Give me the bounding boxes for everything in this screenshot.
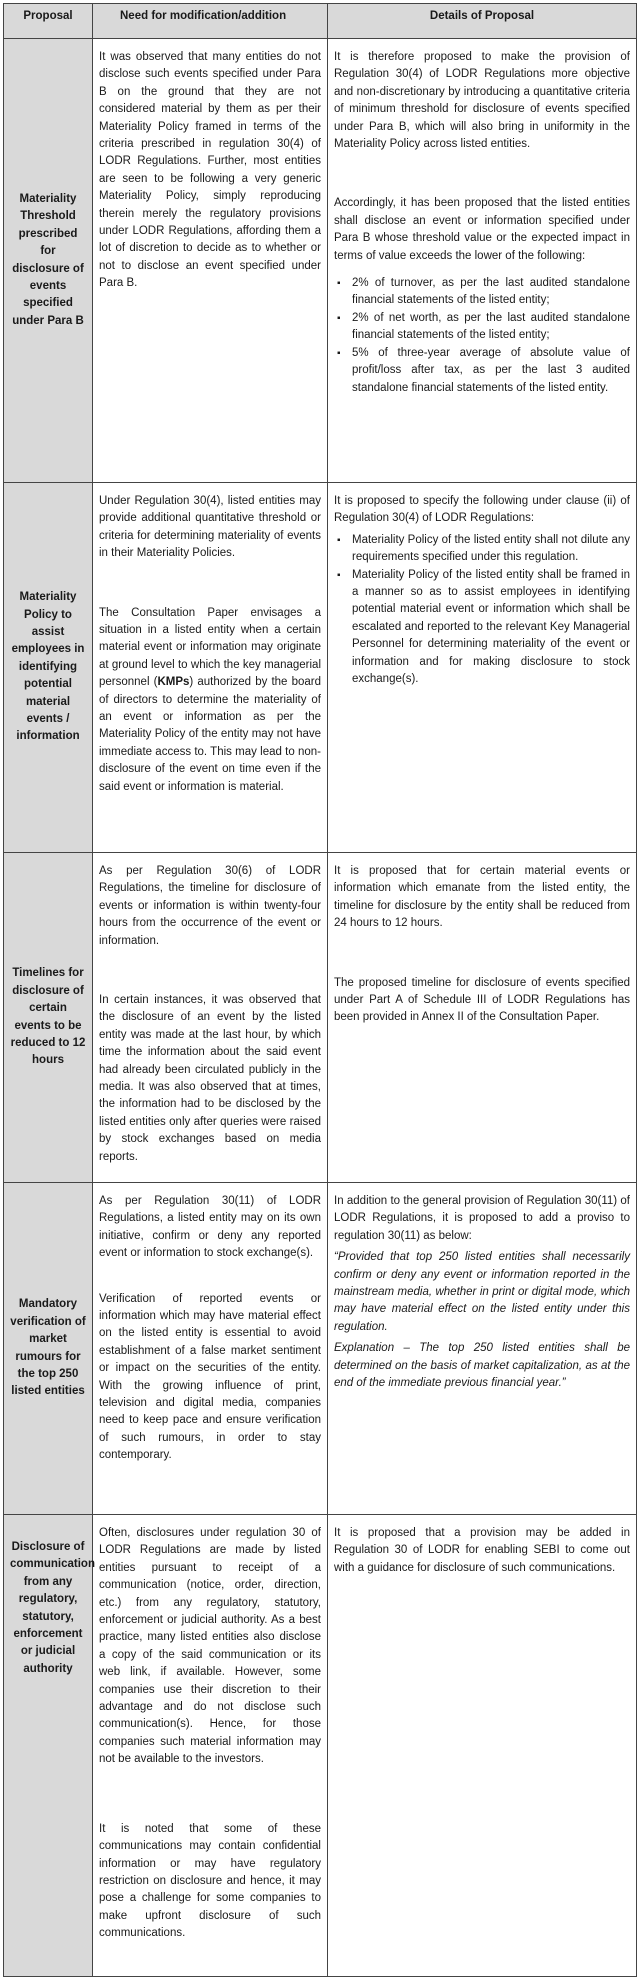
proposal-cell: Materiality Policy to assist employees in identifying potential material events / information [4, 483, 93, 853]
need-cell [93, 1183, 328, 1515]
details-cell [328, 1183, 637, 1515]
kmp-abbreviation: KMPs [157, 676, 190, 689]
table-row [4, 39, 637, 483]
proposal-cell: Mandatory verification of market rumours for the top 250 listed entities [4, 1183, 93, 1515]
need-cell [93, 1515, 328, 1977]
details-paragraph: It is proposed that a provision may be added in Regulation 30 of LODR for enabling SEBI to come out with a guidance for disclosure of such communications. [334, 1527, 630, 1574]
table-row [4, 853, 637, 1183]
details-paragraph: It is proposed that for certain material events or information which emanate from the listed entity, the timeline for disclosure by the entity shall be reduced from 24 hours to 12 hours. [334, 865, 630, 930]
list-item: ▪ Materiality Policy of the listed entity shall be framed in a manner so as to assist employees in identifying potential material event or information which shall be escalated and reported to the relevant Key Managerial Personnel for determining materiality of the event or information and for making disclosure to stock exchange(s). [352, 567, 630, 689]
proposal-cell: Materiality Threshold prescribed for disclosure of events specified under Para B [4, 39, 93, 483]
need-paragraph: Often, disclosures under regulation 30 of LODR Regulations are made by listed entities pursuant to receipt of a communication (notice, order, direction, etc.) from any regulatory, statutory, enforcement or judicial authority. As a best practice, many listed entities also disclose a copy of the said communication or its web link, if available. However, some companies use their discretion to their advantage and do not disclose such communication(s). Hence, for those companies such material information may not be available to the investors. [99, 1527, 321, 1766]
proposal-table [3, 3, 637, 1977]
list-item: ▪ Materiality Policy of the listed entity shall not dilute any requirements specified under this regulation. [352, 532, 630, 567]
proviso-quote: “Provided that top 250 listed entities shall necessarily confirm or deny any event or information reported in the mainstream media, whether in print or digital mode, which may have material effect on the listed entity under this regulation. [334, 1251, 630, 1333]
need-cell [93, 39, 328, 483]
need-paragraph: Verification of reported events or information which may have material effect on the listed entity is essential to avoid establishment of a false market sentiment or impact on the securities of the entity. With the growing influence of print, television and digital media, companies need to keep pace and ensure verification of such rumours, in order to stay contemporary. [99, 1292, 321, 1462]
list-item: ▪ 2% of net worth, as per the last audited standalone financial statements of the listed entity; [352, 310, 630, 345]
details-paragraph: It is proposed to specify the following under clause (ii) of Regulation 30(4) of LODR Regulations: [334, 495, 630, 525]
details-paragraph: The proposed timeline for disclosure of events specified under Part A of Schedule III of LODR Regulations has been provided in Annex II of the Consultation Paper. [334, 976, 630, 1024]
header-proposal: Proposal [4, 4, 93, 39]
bullet-list [334, 532, 630, 689]
table-header-row [4, 4, 637, 39]
list-item: ▪ 5% of three-year average of absolute value of profit/loss after tax, as per the last 3 audited standalone financial statements of the listed entity. [352, 345, 630, 397]
details-paragraph: In addition to the general provision of Regulation 30(11) of LODR Regulations, it is proposed to add a proviso to regulation 30(11) as below: [334, 1195, 630, 1242]
need-paragraph: As per Regulation 30(6) of LODR Regulations, the timeline for disclosure of events or information is within twenty-four hours from the occurrence of the event or information. [99, 865, 321, 947]
list-item: ▪ 2% of turnover, as per the last audited standalone financial statements of the listed entity; [352, 275, 630, 310]
details-cell [328, 483, 637, 853]
need-paragraph: It is noted that some of these communications may contain confidential information or may have regulatory restriction on disclosure and hence, it may pose a challenge for some companies to make upfront disclosure of such communications. [99, 1822, 321, 1940]
table-row [4, 1183, 637, 1515]
bullet-list [334, 275, 630, 397]
need-paragraph: In certain instances, it was observed that the disclosure of an event by the listed entity was made at the last hour, by which time the information about the said event had already been circulated publicly in the media. It was also observed that at times, the information had to be disclosed by the listed entities only after queries were raised by stock exchanges based on media reports. [99, 994, 321, 1163]
need-text: The Consultation Paper envisages a situation in a listed entity when a certain material event or information may originate at ground level to which the key managerial personnel ( [99, 606, 321, 689]
details-paragraph: It is therefore proposed to make the provision of Regulation 30(4) of LODR Regulations more objective and non-discretionary by introducing a quantitative criteria of minimum threshold for disclosure of events specified under Para B, which will also bring in uniformity in the Materiality Policy across listed entities. [334, 51, 630, 151]
proposal-cell: Disclosure of communication from any regulatory, statutory, enforcement or judicial authority [4, 1515, 93, 1977]
details-paragraph: Accordingly, it has been proposed that the listed entities shall disclose an event or information specified under Para B whose threshold value or the expected impact in terms of value exceeds the lower of the following: [334, 197, 630, 262]
proposal-cell: Timelines for disclosure of certain events to be reduced to 12 hours [4, 853, 93, 1183]
need-paragraph: It was observed that many entities do not disclose such events specified under Para B on the ground that they are not considered material by them as per their Materiality Policy framed in terms of the criteria prescribed in regulation 30(4) of LODR Regulations. Further, most entities are seen to be following a very generic Materiality Policy, simply reproducing therein merely the regulatory provisions under LODR Regulations, affording them a lot of discretion to decide as to whether or not to disclose an event specified under Para B. [99, 51, 321, 290]
details-cell [328, 39, 637, 483]
header-need: Need for modification/addition [93, 4, 328, 39]
details-cell [328, 853, 637, 1183]
need-paragraph [99, 605, 321, 796]
proviso-explanation: Explanation – The top 250 listed entities shall be determined on the basis of market capitalization, as at the end of the immediate previous financial year.” [334, 1342, 630, 1390]
need-paragraph: As per Regulation 30(11) of LODR Regulations, a listed entity may on its own initiative, confirm or deny any reported event or information to stock exchange(s). [99, 1195, 321, 1260]
need-text: ) authorized by the board of directors to determine the materiality of an event or information as per the Materiality Policy of the entity may not have immediate access to. This may lead to non-disclosure of the event on time even if the said event or information is material. [99, 676, 321, 793]
need-cell [93, 483, 328, 853]
need-cell [93, 853, 328, 1183]
need-paragraph: Under Regulation 30(4), listed entities may provide additional quantitative threshold or criteria for determining materiality of events in their Materiality Policies. [99, 495, 321, 560]
table-row [4, 483, 637, 853]
table-row [4, 1515, 637, 1977]
details-cell [328, 1515, 637, 1977]
header-details: Details of Proposal [328, 4, 637, 39]
